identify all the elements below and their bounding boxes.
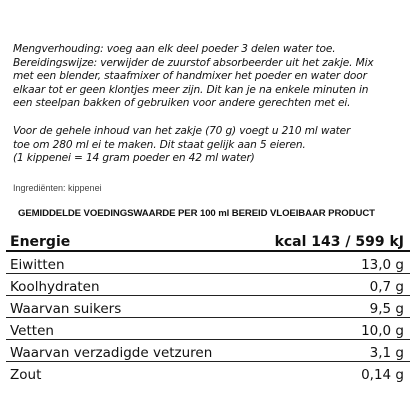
nutrient-value: 13,0 g bbox=[248, 251, 410, 274]
instruction-line: een steelpan bakken of gebruiken voor andere gerechten met ei. bbox=[13, 97, 351, 110]
nutrition-row bbox=[6, 296, 410, 318]
nutrient-value: 3,1 g bbox=[248, 340, 410, 362]
nutrition-row bbox=[6, 362, 410, 384]
instruction-line: met een blender, staafmixer of handmixer het poeder en water door bbox=[13, 70, 367, 83]
instruction-line: Voor de gehele inhoud van het zakje (70 g) voegt u 210 ml water bbox=[13, 124, 351, 137]
nutrition-header-row bbox=[6, 226, 410, 251]
nutrient-value: 10,0 g bbox=[248, 318, 410, 340]
nutrition-table bbox=[6, 226, 410, 383]
nutrition-row bbox=[6, 318, 410, 340]
nutrient-name: Vetten bbox=[6, 318, 248, 340]
energy-value: kcal 143 / 599 kJ bbox=[248, 226, 410, 251]
nutrient-name: Waarvan verzadigde vetzuren bbox=[6, 340, 248, 362]
nutrient-name: Zout bbox=[10, 367, 42, 383]
nutrient-name: Koolhydraten bbox=[6, 274, 248, 296]
nutrient-name: Eiwitten bbox=[6, 251, 248, 274]
instruction-line: (1 kippenei = 14 gram poeder en 42 ml water) bbox=[13, 152, 255, 165]
nutrition-row bbox=[6, 340, 410, 362]
preparation-instructions bbox=[13, 43, 409, 166]
paragraph-gap bbox=[13, 111, 409, 125]
energy-label: Energie bbox=[6, 226, 248, 251]
instruction-line: Mengverhouding: voeg aan elk deel poeder 3 delen water toe. bbox=[13, 43, 336, 55]
nutrition-table-title: GEMIDDELDE VOEDINGSWAARDE PER 100 ml BEREID VLOEIBAAR PRODUCT bbox=[18, 208, 375, 219]
ingredients-list: Ingrediënten: kippenei bbox=[13, 183, 102, 193]
nutrition-row bbox=[6, 274, 410, 296]
nutrient-value: 0,7 g bbox=[248, 274, 410, 296]
instruction-line: Bereidingswijze: verwijder de zuurstof absorbeerder uit het zakje. Mix bbox=[13, 56, 374, 69]
nutrient-name: Waarvan suikers bbox=[6, 296, 248, 318]
nutrition-row bbox=[6, 251, 410, 274]
nutrient-value: 0,14 g bbox=[361, 367, 404, 383]
instruction-line: elkaar tot er geen klontjes meer zijn. Dit kan je na enkele minuten in bbox=[13, 83, 369, 96]
nutrient-value: 9,5 g bbox=[248, 296, 410, 318]
instruction-line: toe om 280 ml ei te maken. Dit staat gelijk aan 5 eieren. bbox=[13, 138, 306, 151]
